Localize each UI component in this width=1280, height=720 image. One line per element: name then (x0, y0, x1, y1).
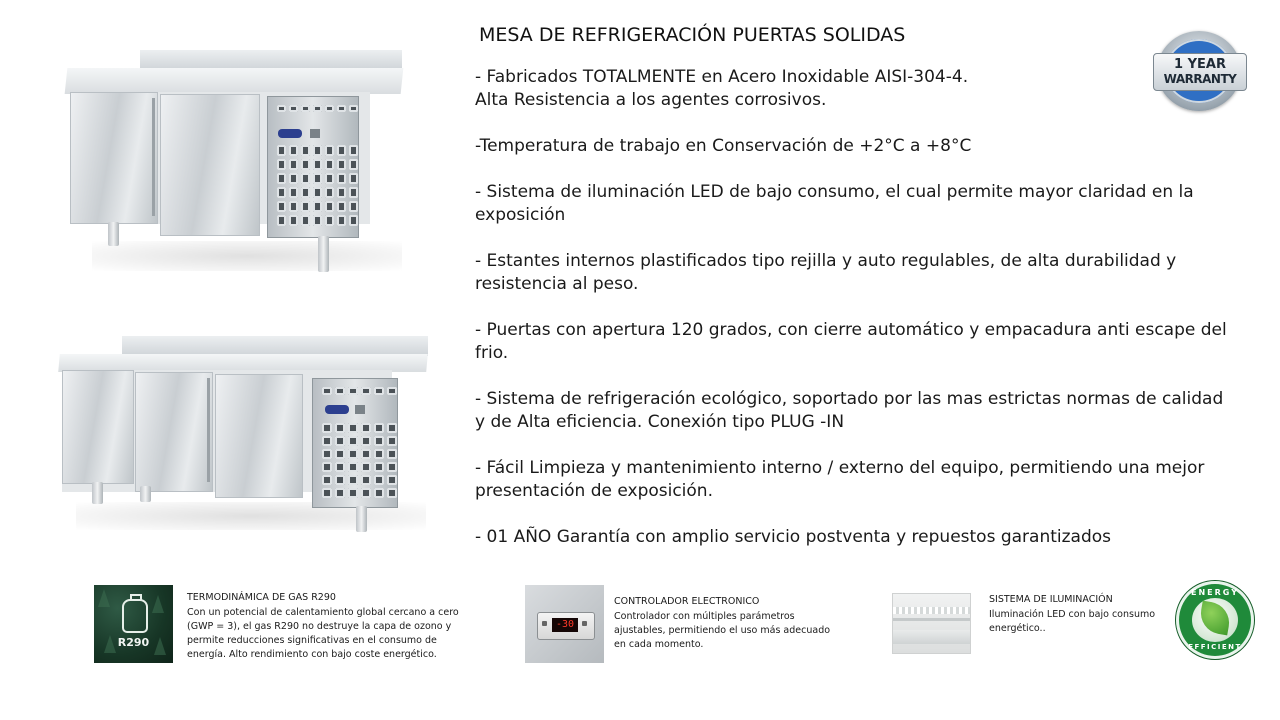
controller-feature-description: Controlador con múltiples parámetros ajustables, permitiendo el uso más adecuado en cada momento. (614, 611, 831, 650)
feature-item: -Temperatura de trabajo en Conservación de +2°C a +8°C (475, 136, 972, 156)
feature-item: - Sistema de iluminación LED de bajo consumo, el cual permite mayor claridad en la exposición (475, 182, 1194, 225)
feature-item: - Fabricados TOTALMENTE en Acero Inoxidable AISI-304-4. Alta Resistencia a los agentes corrosivos. (475, 67, 969, 110)
lighting-feature-title: SISTEMA DE ILUMINACIÓN (989, 594, 1113, 605)
warranty-line2: WARRANTY (1163, 72, 1237, 86)
energy-badge-bottom-text: EFFICIENT (1188, 643, 1242, 651)
feature-item: - 01 AÑO Garantía con amplio servicio postventa y repuestos garantizados (475, 527, 1112, 547)
gas-cylinder-icon (122, 599, 148, 633)
feature-item: - Sistema de refrigeración ecológico, soportado por las mas estrictas normas de calidad y de Alta eficiencia. Conexión tipo PLUG -IN (475, 389, 1224, 432)
gas-r290-thumbnail (94, 585, 173, 663)
energy-badge-top-text: ENERGY (1191, 588, 1239, 597)
product-image-three-door-table (56, 334, 431, 536)
product-image-two-door-table (62, 46, 408, 278)
controller-display: -30 (552, 618, 578, 632)
warranty-band (1153, 53, 1247, 91)
gas-thumb-label: R290 (117, 636, 150, 649)
controller-feature-title: CONTROLADOR ELECTRONICO (614, 596, 760, 607)
led-strip-icon (892, 593, 971, 654)
lighting-feature-description: Iluminación LED con bajo consumo energético.. (989, 609, 1156, 634)
warranty-line1: 1 YEAR (1174, 57, 1226, 72)
feature-item: - Estantes internos plastificados tipo rejilla y auto regulables, de alta durabilidad y resistencia al peso. (475, 251, 1177, 294)
energy-efficient-badge (1176, 581, 1254, 659)
page-title: MESA DE REFRIGERACIÓN PUERTAS SOLIDAS (479, 24, 906, 46)
digital-controller-icon (537, 612, 595, 640)
feature-item: - Fácil Limpieza y mantenimiento interno / externo del equipo, permitiendo una mejor presentación de exposición. (475, 458, 1205, 501)
gas-feature-title: TERMODINÁMICA DE GAS R290 (187, 592, 336, 603)
feature-item: - Puertas con apertura 120 grados, con cierre automático y empacadura anti escape del frio. (475, 320, 1227, 363)
feature-list (475, 66, 1235, 572)
warranty-seal-icon (1157, 31, 1241, 111)
controller-thumbnail (525, 585, 604, 663)
gas-feature-description: Con un potencial de calentamiento global cercano a cero (GWP = 3), el gas R290 no destruye la capa de ozono y permite reducciones significativas en el consumo de energía. Alto rendimiento con bajo coste energético. (187, 607, 459, 660)
